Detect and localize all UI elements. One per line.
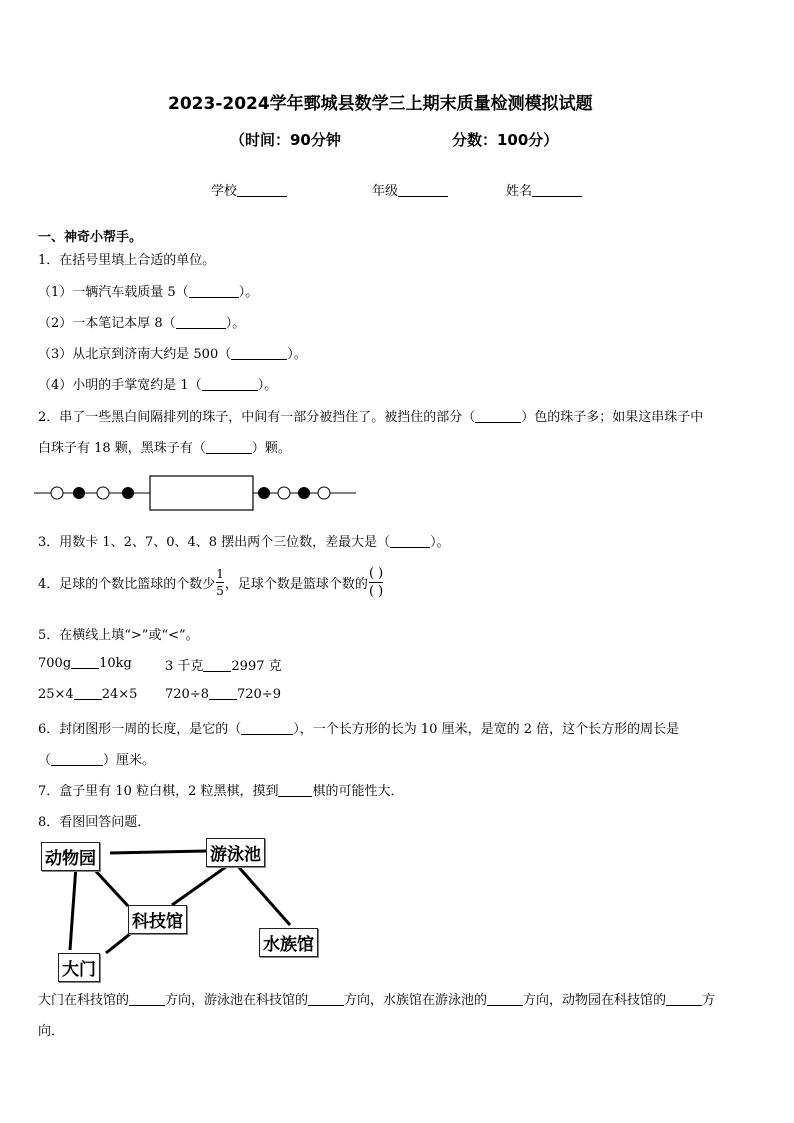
q1-item-text: （4）小明的手掌宽约是 1（ [38, 378, 202, 393]
q5-left-value: 700g [38, 656, 72, 671]
q8-text-c: 方向，水族馆在游泳池的 [344, 993, 488, 1008]
school-label: 学校 [211, 184, 238, 199]
q8-blank-2[interactable] [308, 992, 344, 1006]
road-pool-aquarium [236, 864, 290, 925]
q5-right-value: 10kg [99, 656, 132, 671]
q8-stem: 8．看图回答问题． [38, 815, 151, 830]
q8-text-e: 方 [702, 993, 716, 1008]
q7-text: 7．盒子里有 10 粒白棋，2 粒黑棋，摸到 [38, 784, 279, 799]
road-zoo-pool [110, 851, 206, 853]
q1-stem: 1．在括号里填上合适的单位。 [38, 253, 216, 268]
q1-item-end: ）。 [238, 285, 259, 300]
page-title: 2023-2024学年鄄城县数学三上期末质量检测模拟试题 [168, 94, 593, 114]
q1-item-text: （3）从北京到济南大约是 500（ [38, 347, 232, 362]
grade-label: 年级 [372, 184, 399, 199]
q6-text-a: 6．封闭图形一周的长度，是它的（ [38, 722, 242, 737]
fraction-denominator: 5 [216, 584, 224, 598]
q5-right-value: 2997 克 [231, 659, 282, 674]
q8-answer-line2: 向． [38, 1024, 65, 1039]
q1-item-text: （1）一辆汽车载质量 5（ [38, 285, 189, 300]
q5-left-value: 720÷8 [165, 687, 209, 702]
q4-text: 4．足球的个数比篮球的个数少 [38, 577, 216, 592]
q2-text-c: 白珠子有 18 颗，黑珠子有（ [38, 441, 206, 456]
section-heading: 一、神奇小帮手。 [38, 230, 143, 245]
q4-text-mid: ，足球个数是篮球个数的 [224, 577, 368, 592]
q6-text-c: （ [38, 753, 52, 768]
answer-numerator[interactable]: ( ) [368, 566, 384, 581]
q8-text-b: 方向，游泳池在科技馆的 [165, 993, 309, 1008]
q1-item-end: ）。 [225, 316, 246, 331]
q2-text-b: ）色的珠子多；如果这串珠子中 [521, 410, 704, 425]
map-zoo: 动物园 [41, 842, 100, 871]
q5-right-value: 24×5 [101, 687, 138, 702]
q3-text-end: ）。 [430, 535, 450, 550]
q1-item-end: ）。 [287, 347, 307, 362]
name-label: 姓名 [506, 184, 533, 199]
q3-text: 3．用数卡 1、2、7、0、4、8 摆出两个三位数，差最大是（ [38, 535, 391, 550]
map-museum: 科技馆 [128, 905, 187, 934]
q1-item-text: （2）一本笔记本厚 8（ [38, 316, 176, 331]
road-zoo-gate [70, 866, 76, 950]
q8-blank-3[interactable] [487, 992, 523, 1006]
fraction-numerator: 1 [216, 567, 224, 581]
q1-item-end: ）。 [257, 378, 278, 393]
q8-blank-4[interactable] [666, 992, 702, 1006]
exam-time: （时间：90分钟 [230, 131, 341, 149]
q8-blank-1[interactable] [129, 992, 165, 1006]
q5-left-value: 25×4 [38, 687, 74, 702]
q8-text-d: 方向，动物园在科技馆的 [523, 993, 667, 1008]
q5-stem: 5．在横线上填“>”或“<”。 [38, 628, 199, 643]
q8-text-a: 大门在科技馆的 [38, 993, 130, 1008]
map-gate: 大门 [58, 953, 100, 982]
q2-text-a: 2．串了一些黑白间隔排列的珠子，中间有一部分被挡住了。被挡住的部分（ [38, 410, 476, 425]
map-aquarium: 水族馆 [259, 928, 318, 957]
exam-score: 分数：100分） [452, 131, 559, 149]
q6-text-b: ），一个长方形的长为 10 厘米，是宽的 2 倍，这个长方形的周长是 [293, 722, 680, 737]
q8-answer-line1 [38, 989, 715, 1008]
q5-left-value: 3 千克 [165, 659, 204, 674]
q2-text-d: ）颗。 [251, 441, 291, 456]
road-zoo-museum [92, 867, 128, 906]
q6-text-d: ）厘米。 [103, 753, 156, 768]
q5-right-value: 720÷9 [236, 687, 281, 702]
answer-denominator[interactable]: ( ) [368, 584, 384, 599]
q7-text-end: 棋的可能性大． [312, 784, 404, 799]
map-pool: 游泳池 [206, 838, 265, 867]
road-pool-museum [172, 864, 230, 905]
